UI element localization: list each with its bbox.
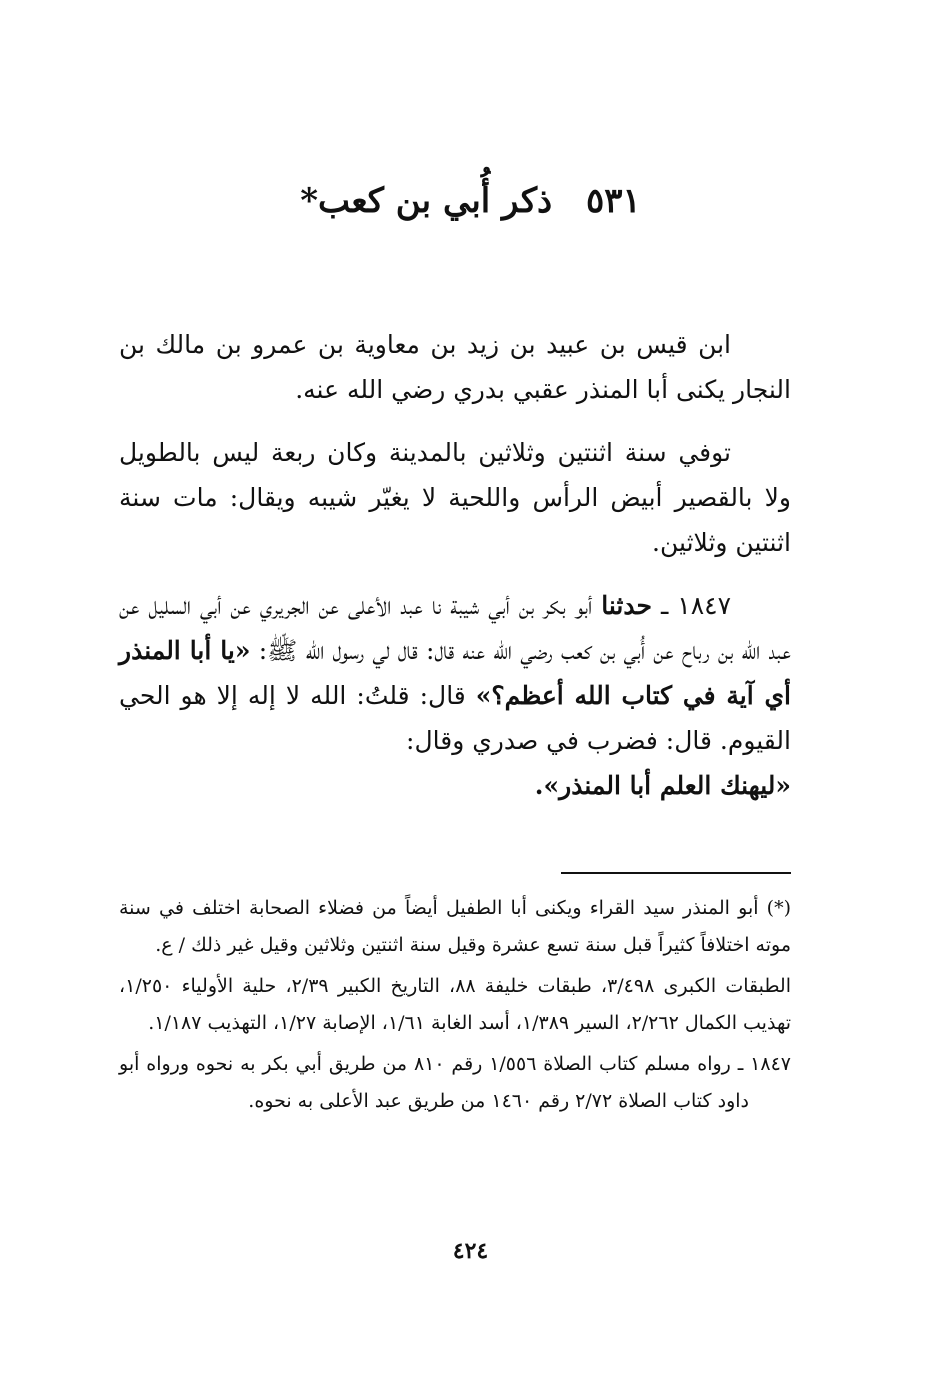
- chapter-title: ذكر أُبي بن كعب*: [300, 181, 553, 221]
- hadith-final-stop: .: [534, 771, 544, 800]
- footnotes: [119, 890, 791, 1124]
- page-number: ٤٢٤: [452, 1238, 489, 1264]
- hadith-answer-intro: قال: قلتُ: الله لا إله إلا هو الحي القيوم. قال: فضرب في صدري وقال:: [119, 681, 791, 755]
- death-paragraph: توفي سنة اثنتين وثلاثين بالمدينة وكان ربعة ليس بالطويل ولا بالقصير أبيض الرأس واللحية لا يغيّر شيبه ويقال: مات سنة اثنتين وثلاثين.: [119, 438, 791, 557]
- hadith-narration-word: حدثنا: [601, 591, 652, 620]
- main-text: [119, 322, 791, 826]
- chapter-number: ٥٣١: [586, 181, 641, 221]
- chapter-heading: [0, 176, 941, 226]
- hadith-final-quote: «ليهنك العلم أبا المنذر»: [543, 771, 791, 800]
- hadith-number: ١٨٤٧ ـ: [660, 591, 732, 620]
- footnote-separator: [561, 872, 791, 874]
- footnote-sources: الطبقات الكبرى ٣/٤٩٨، طبقات خليفة ٨٨، التاريخ الكبير ٢/٣٩، حلية الأولياء ١/٢٥٠، تهذيب الكمال ٢/٢٦٢، السير ١/٣٨٩، أسد الغابة ١/٦١، الإصابة ١/٢٧، التهذيب ١/١٨٧.: [119, 975, 791, 1034]
- hadith-question: «يا أبا المنذر أي آية في كتاب الله أعظم؟»: [119, 636, 791, 710]
- hadith-final-saying: [119, 763, 791, 808]
- hadith-paragraph: [119, 583, 791, 808]
- footnote-biography: (*) أبو المنذر سيد القراء ويكنى أبا الطفيل أيضاً من فضلاء الصحابة اختلف في سنة موته اختلافاً كثيراً قبل سنة تسع عشرة وقيل سنة اثنتين وثلاثين وقيل غير ذلك / ع.: [119, 897, 791, 956]
- hadith-chain: أبو بكر بن أبي شيبة نا عبد الأعلى عن الجريري عن أبي السليل عن عبد الله بن رباح عن أُبي بن كعب رضي الله عنه قال: قال لي رسول الله ﷺ:: [119, 591, 791, 665]
- biography-paragraph: ابن قيس بن عبيد بن زيد بن معاوية بن عمرو بن مالك بن النجار يكنى أبا المنذر عقبي بدري رضي الله عنه.: [119, 330, 791, 404]
- footnote-hadith-1847: ١٨٤٧ ـ رواه مسلم كتاب الصلاة ١/٥٥٦ رقم ٨١٠ من طريق أبي بكر به نحوه ورواه أبو داود كتاب الصلاة ٢/٧٢ رقم ١٤٦٠ من طريق عبد الأعلى به نحوه.: [119, 1053, 791, 1112]
